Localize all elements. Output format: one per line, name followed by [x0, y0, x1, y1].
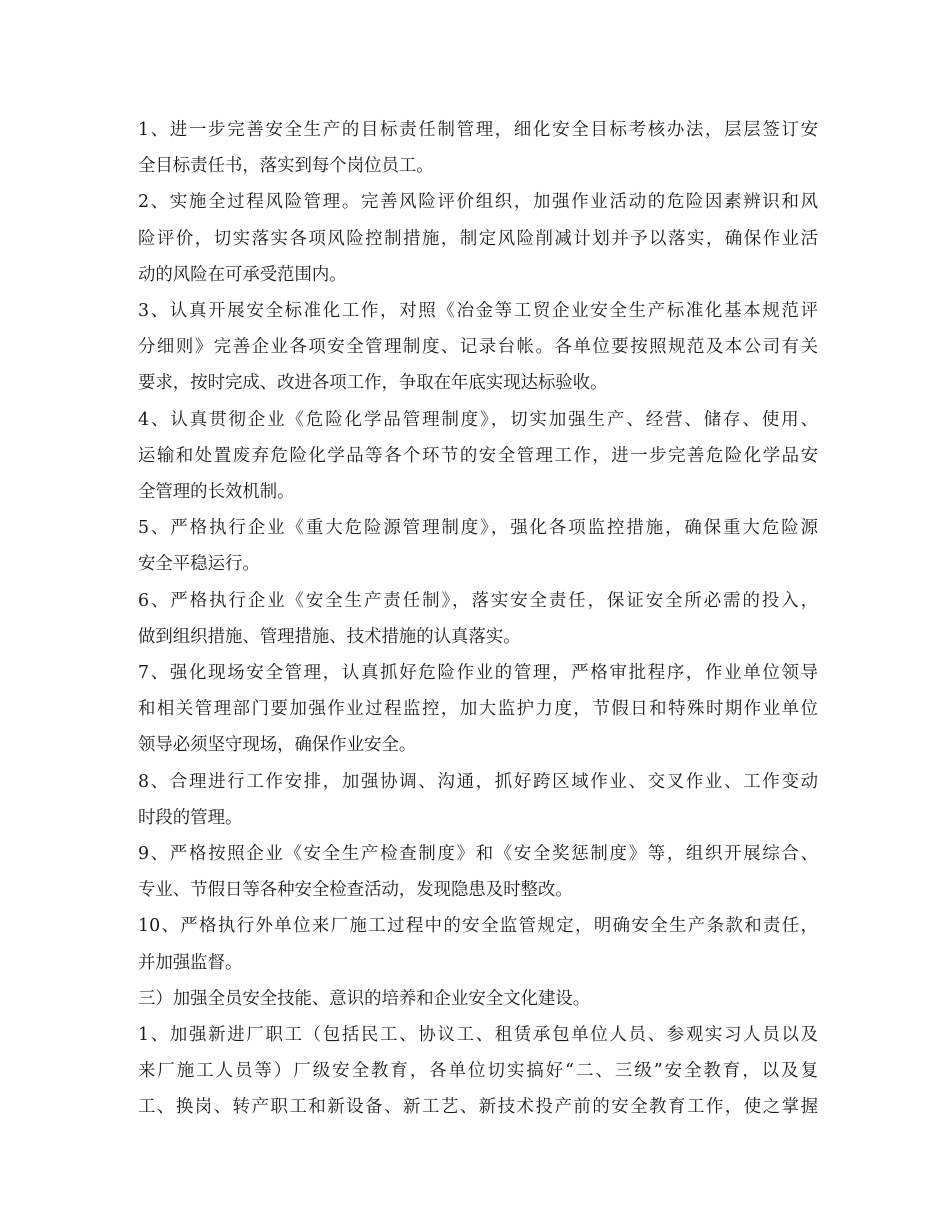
paragraph-line: 9、严格按照企业《安全生产检查制度》和《安全奖惩制度》等，组织开展综合、 — [138, 844, 818, 865]
paragraph-item-2 — [138, 184, 818, 293]
section-heading — [138, 981, 818, 1017]
paragraph-line: 1、进一步完善安全生产的目标责任制管理，细化安全目标考核办法，层层签订安 — [138, 120, 818, 140]
paragraph-item-7 — [138, 655, 818, 764]
paragraph-line: 要求，按时完成、改进各项工作，争取在年底实现达标验收。 — [138, 373, 608, 394]
paragraph-item-3 — [138, 293, 818, 402]
paragraph-line: 来厂施工人员等）厂级安全教育，各单位切实搞好“二、三级”安全教育，以及复 — [138, 1061, 818, 1082]
paragraph-line: 运输和处置废弃危险化学品等各个环节的安全管理工作，进一步完善危险化学品安 — [138, 445, 818, 466]
paragraph-line: 险评价，切实落实各项风险控制措施，制定风险削减计划并予以落实，确保作业活 — [138, 228, 818, 249]
paragraph-item-8 — [138, 764, 818, 836]
paragraph-item-9 — [138, 836, 818, 908]
paragraph-line: 4、认真贯彻企业《危险化学品管理制度》，切实加强生产、经营、储存、使用、 — [138, 409, 818, 430]
paragraph-line: 10、严格执行外单位来厂施工过程中的安全监管规定，明确安全生产条款和责任， — [138, 916, 818, 937]
paragraph-item-1 — [138, 112, 818, 184]
paragraph-item-1-section-3 — [138, 1017, 818, 1126]
paragraph-line: 全管理的长效机制。 — [138, 482, 295, 503]
section-heading-line: 三）加强全员安全技能、意识的培养和企业安全文化建设。 — [138, 988, 591, 1009]
paragraph-item-6 — [138, 583, 818, 655]
paragraph-line: 1、加强新进厂职工（包括民工、协议工、租赁承包单位人员、参观实习人员以及 — [138, 1025, 818, 1046]
paragraph-line: 6、严格执行企业《安全生产责任制》，落实安全责任，保证安全所必需的投入， — [138, 590, 818, 611]
paragraph-line: 3、认真开展安全标准化工作，对照《冶金等工贸企业安全生产标准化基本规范评 — [138, 301, 818, 322]
paragraph-line: 8、合理进行工作安排，加强协调、沟通，抓好跨区域作业、交叉作业、工作变动 — [138, 771, 818, 792]
paragraph-line: 并加强监督。 — [138, 952, 243, 973]
paragraph-line: 7、强化现场安全管理，认真抓好危险作业的管理，严格审批程序，作业单位领导 — [138, 663, 818, 684]
paragraph-item-10 — [138, 908, 818, 980]
paragraph-line: 安全平稳运行。 — [138, 554, 260, 575]
paragraph-line: 5、严格执行企业《重大危险源管理制度》，强化各项监控措施，确保重大危险源 — [138, 518, 818, 539]
paragraph-line: 领导必须坚守现场，确保作业安全。 — [138, 735, 417, 756]
paragraph-line: 和相关管理部门要加强作业过程监控，加大监护力度，节假日和特殊时期作业单位 — [138, 699, 818, 720]
document-page — [138, 112, 818, 1126]
paragraph-line: 工、换岗、转产职工和新设备、新工艺、新技术投产前的安全教育工作，使之掌握 — [138, 1097, 818, 1118]
paragraph-line: 动的风险在可承受范围内。 — [138, 264, 347, 285]
paragraph-line: 专业、节假日等各种安全检查活动，发现隐患及时整改。 — [138, 880, 573, 901]
paragraph-line: 时段的管理。 — [138, 807, 243, 828]
paragraph-line: 做到组织措施、管理措施、技术措施的认真落实。 — [138, 626, 521, 647]
paragraph-item-4 — [138, 402, 818, 511]
paragraph-line: 全目标责任书，落实到每个岗位员工。 — [138, 156, 434, 177]
paragraph-line: 2、实施全过程风险管理。完善风险评价组织，加强作业活动的危险因素辨识和风 — [138, 192, 818, 213]
paragraph-line: 分细则》完善企业各项安全管理制度、记录台帐。各单位要按照规范及本公司有关 — [138, 337, 818, 358]
paragraph-item-5 — [138, 510, 818, 582]
